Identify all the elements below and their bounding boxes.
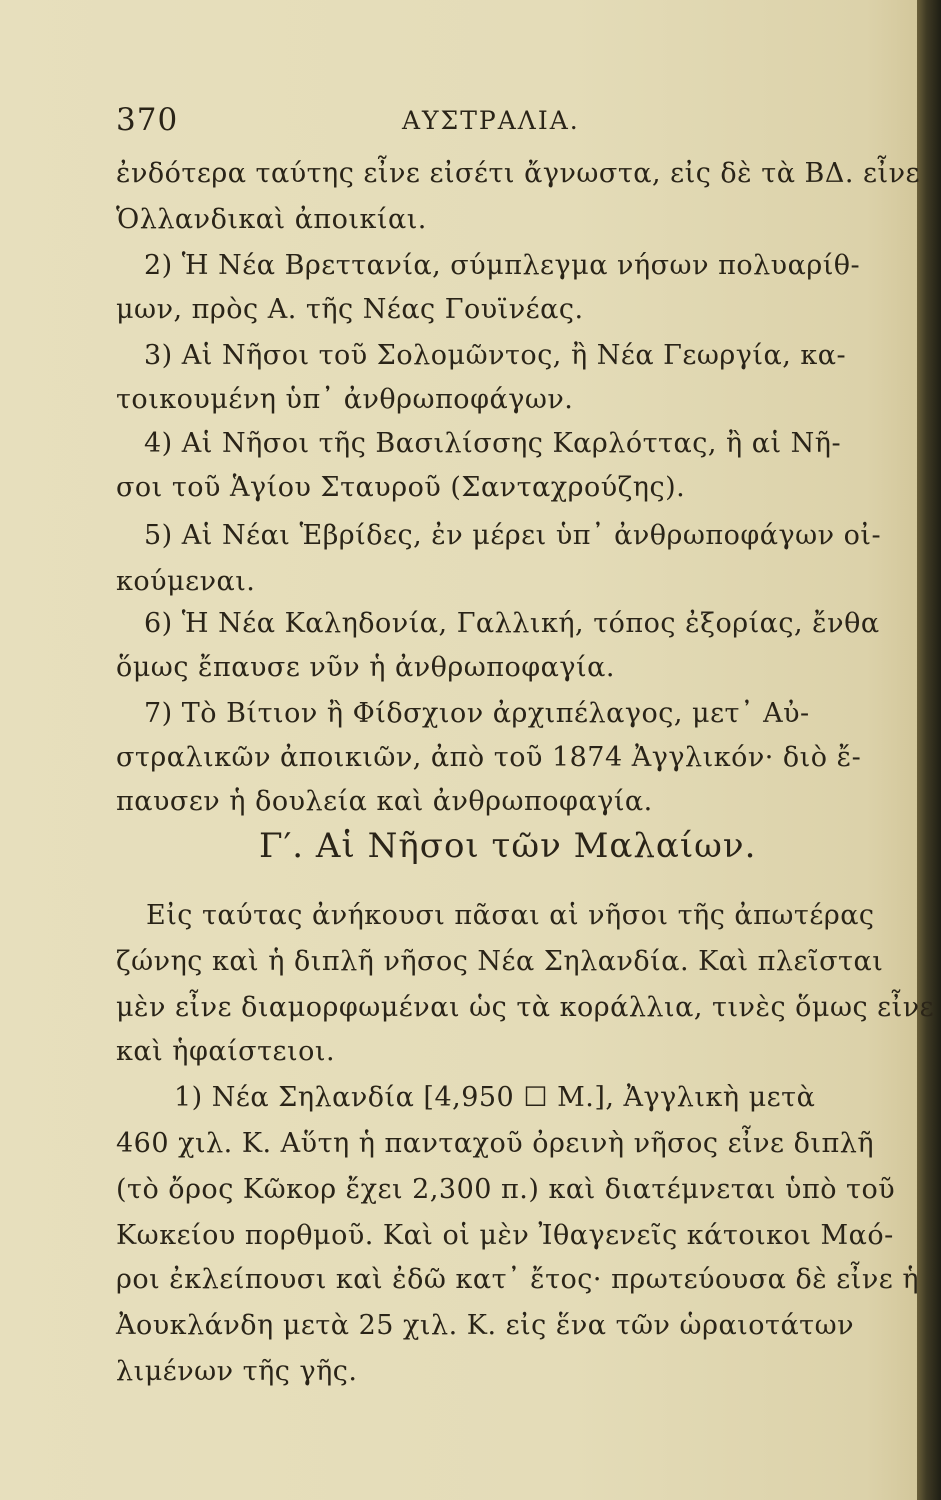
text-line: 6) Ἡ Νέα Καληδονία, Γαλλική, τόπος ἐξορίας, ἔνθα (144, 608, 880, 639)
text-line: Ὁλλανδικαὶ ἀποικίαι. (116, 204, 427, 235)
text-line: μὲν εἶνε διαμορφωμέναι ὡς τὰ κοράλλια, τινὲς ὅμως εἶνε (116, 992, 935, 1023)
text-line: Κωκείου πορθμοῦ. Καὶ οἱ μὲν Ἰθαγενεῖς κάτοικοι Μαό- (116, 1220, 894, 1251)
page-header (116, 102, 856, 142)
text-line: Εἰς ταύτας ἀνήκουσι πᾶσαι αἱ νῆσοι τῆς ἀπωτέρας (146, 900, 875, 931)
section-heading: Γ′. Αἱ Νῆσοι τῶν Μαλαίων. (259, 826, 757, 866)
book-spine-shadow (917, 0, 941, 1500)
text-line: 5) Αἱ Νέαι Ἑβρίδες, ἐν μέρει ὑπ᾽ ἀνθρωποφάγων οἰ- (144, 520, 882, 551)
text-line: παυσεν ἡ δουλεία καὶ ἀνθρωποφαγία. (116, 786, 653, 817)
text-line: 2) Ἡ Νέα Βρεττανία, σύμπλεγμα νήσων πολυαρίθ- (144, 250, 861, 281)
text-line: Ἀουκλάνδη μετὰ 25 χιλ. Κ. εἰς ἕνα τῶν ὡραιοτάτων (116, 1310, 855, 1341)
text-line: λιμένων τῆς γῆς. (116, 1356, 358, 1387)
text-line: τοικουμένη ὑπ᾽ ἀνθρωποφάγων. (116, 384, 574, 415)
text-line: ἐνδότερα ταύτης εἶνε εἰσέτι ἄγνωστα, εἰς δὲ τὰ ΒΔ. εἶνε (116, 158, 920, 189)
text-line: 1) Νέα Σηλανδία [4,950 ☐ Μ.], Ἀγγλικὴ μετὰ (174, 1082, 816, 1113)
text-line: 3) Αἱ Νῆσοι τοῦ Σολομῶντος, ἢ Νέα Γεωργία, κα- (144, 340, 847, 371)
page-number: 370 (116, 102, 179, 138)
text-line: (τὸ ὄρος Κῶκορ ἔχει 2,300 π.) καὶ διατέμνεται ὑπὸ τοῦ (116, 1174, 896, 1205)
text-line: στραλικῶν ἀποικιῶν, ἀπὸ τοῦ 1874 Ἀγγλικόν· διὸ ἔ- (116, 742, 862, 773)
text-line: ζώνης καὶ ἡ διπλῆ νῆσος Νέα Σηλανδία. Καὶ πλεῖσται (116, 946, 884, 977)
text-line: 7) Τὸ Βίτιον ἢ Φίδσχιον ἀρχιπέλαγος, μετ᾽ Αὐ- (144, 698, 810, 729)
text-line: κούμεναι. (116, 566, 256, 597)
text-line: 460 χιλ. Κ. Αὕτη ἡ πανταχοῦ ὀρεινὴ νῆσος εἶνε διπλῆ (116, 1128, 875, 1159)
text-line: σοι τοῦ Ἁγίου Σταυροῦ (Σανταχρούζης). (116, 472, 686, 503)
running-title: ΑΥΣΤΡΑΛΙΑ. (402, 106, 580, 135)
text-line: καὶ ἡφαίστειοι. (116, 1036, 336, 1067)
text-line: 4) Αἱ Νῆσοι τῆς Βασιλίσσης Καρλόττας, ἢ αἱ Νῆ- (144, 428, 842, 459)
text-line: ὅμως ἔπαυσε νῦν ἡ ἀνθρωποφαγία. (116, 652, 615, 683)
text-line: ροι ἐκλείπουσι καὶ ἐδῶ κατ᾽ ἔτος· πρωτεύουσα δὲ εἶνε ἡ (116, 1264, 920, 1295)
text-line: μων, πρὸς Α. τῆς Νέας Γουϊνέας. (116, 294, 584, 325)
